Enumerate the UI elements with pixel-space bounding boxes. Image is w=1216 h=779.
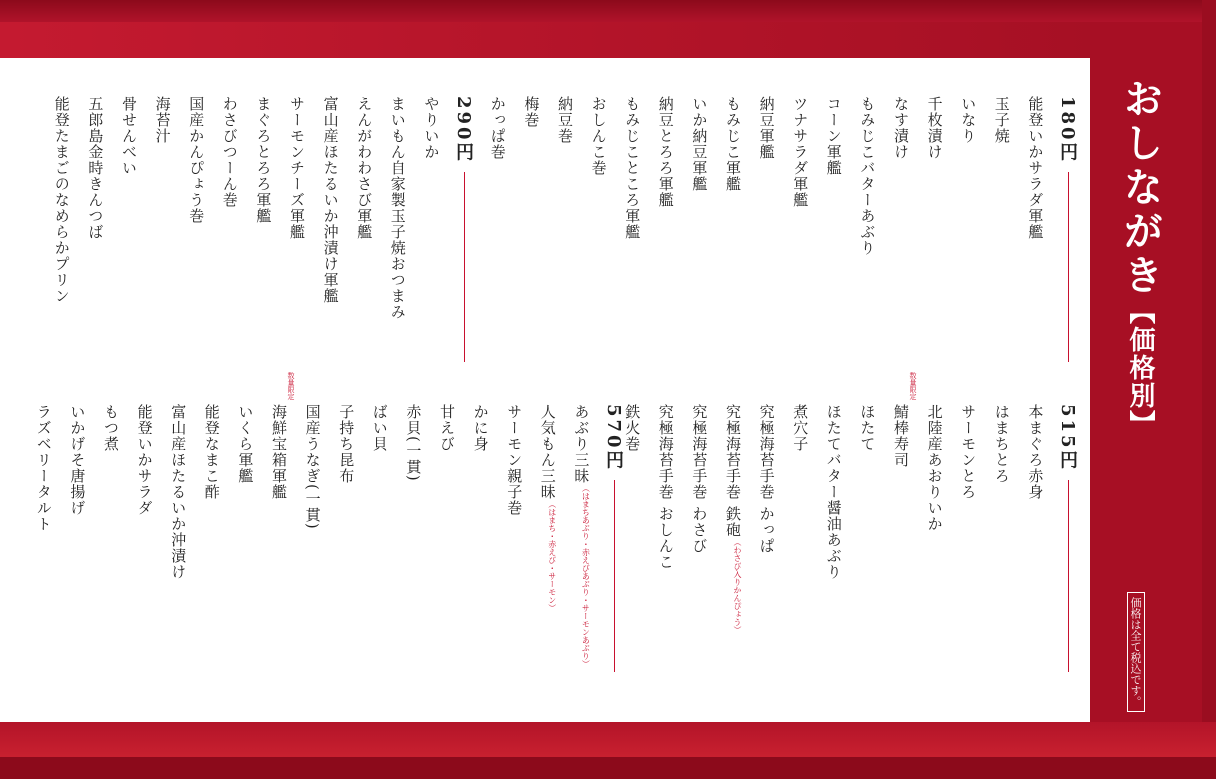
- menu-item-name: 海鮮宝箱軍艦: [270, 404, 288, 500]
- menu-item: [991, 96, 1013, 144]
- menu-item-name: もみじこところ軍艦: [623, 96, 642, 240]
- menu-item-name: あぶり三昧: [572, 404, 591, 484]
- menu-item: [100, 404, 122, 452]
- menu-item: [823, 96, 845, 176]
- menu-item: [722, 96, 744, 192]
- menu-item-name: 北陸産あおりいか: [925, 404, 944, 532]
- menu-item: [554, 96, 576, 144]
- menu-item-name: 鯖棒寿司: [892, 404, 910, 468]
- price-heading: 515円: [1057, 404, 1078, 472]
- menu-item-name: コーン軍艦: [824, 96, 843, 176]
- menu-item-name: 海苔汁: [153, 96, 172, 144]
- menu-item: [66, 404, 88, 516]
- menu-item-name: 梅巻: [522, 96, 541, 128]
- menu-item: [890, 404, 912, 468]
- menu-item: [570, 404, 596, 668]
- price-divider: [1068, 172, 1069, 362]
- menu-item-name: おしんこ巻: [589, 96, 608, 176]
- menu-item: [890, 96, 912, 160]
- menu-item-note: （わさび入りかんぴょう）: [733, 537, 742, 634]
- menu-item-name: ほたてバター醤油あぶり: [824, 404, 843, 580]
- menu-item: [234, 404, 256, 484]
- menu-item: [957, 404, 979, 500]
- menu-item: [201, 404, 223, 500]
- menu-item-name: 究極海苔手巻 かっぱ: [757, 404, 776, 554]
- menu-item: [302, 404, 324, 530]
- menu-item: [134, 404, 156, 516]
- menu-item: [51, 96, 73, 304]
- menu-item: [789, 404, 811, 452]
- menu-item-name: もみじこバターあぶり: [858, 96, 877, 256]
- menu-item-name: サーモン親子巻: [505, 404, 524, 516]
- menu-item-name: なす漬け: [892, 96, 910, 160]
- price-divider: [464, 172, 465, 362]
- menu-item-name: かに身: [471, 404, 490, 452]
- frame-band: [0, 22, 1216, 58]
- menu-item: [470, 404, 492, 452]
- menu-item: [655, 96, 677, 208]
- menu-item: [503, 404, 525, 516]
- menu-item-name: 甘えび: [438, 404, 456, 452]
- menu-item: [152, 96, 174, 144]
- menu-item-name: ほたて: [858, 404, 877, 452]
- menu-item: [286, 96, 308, 240]
- menu-item: [924, 96, 946, 160]
- menu-item: [320, 96, 342, 304]
- menu-item: [856, 96, 878, 256]
- menu-item-name: 富山産ほたるいか沖漬け軍艦: [321, 96, 340, 304]
- price-heading: 180円: [1057, 96, 1078, 164]
- menu-item-name: えんがわわさび軍艦: [355, 96, 374, 240]
- menu-item-name: 富山産ほたるいか沖漬け: [169, 404, 188, 580]
- menu-item-name: 国産かんぴょう巻: [187, 96, 206, 224]
- menu-item-name: 究極海苔手巻 鉄砲: [724, 404, 742, 538]
- menu-item-name: いなり: [959, 96, 978, 144]
- limited-badge: 数量限定: [909, 372, 917, 400]
- menu-item: [991, 404, 1013, 484]
- menu-item-name: 子持ち昆布: [337, 404, 356, 484]
- menu-item: [353, 96, 375, 240]
- price-heading: 570円: [603, 404, 624, 472]
- menu-item: [118, 96, 140, 176]
- menu-item-name: もつ煮: [102, 404, 120, 452]
- menu-item: [537, 404, 563, 612]
- menu-item: [369, 404, 391, 452]
- menu-item: [84, 96, 106, 240]
- menu-item-name: サーモンチーズ軍艦: [288, 96, 306, 240]
- menu-item-name: わさびつーん巻: [220, 96, 239, 208]
- menu-item-name: 能登たまごのなめらかプリン: [52, 96, 71, 304]
- menu-item-name: サーモンとろ: [959, 404, 978, 500]
- menu-title: [1112, 78, 1168, 438]
- menu-item-name: 納豆軍艦: [757, 96, 776, 160]
- menu-item-note: （はまち・赤えび・サーモン）: [547, 500, 557, 612]
- menu-item: [756, 96, 778, 160]
- menu-item: [957, 96, 979, 144]
- menu-item-note: （はまちあぶり・赤えびあぶり・サーモンあぶり）: [581, 484, 591, 668]
- menu-item-name: 五郎島金時きんつば: [86, 96, 105, 240]
- tax-note: 価格は全て税込です。: [1127, 592, 1145, 712]
- menu-item-name: もみじこ軍艦: [724, 96, 742, 192]
- menu-item-name: まいもん自家製玉子焼おつまみ: [388, 96, 407, 320]
- menu-item: [436, 404, 458, 452]
- menu-item-name: 本まぐろ赤身: [1026, 404, 1045, 500]
- menu-item-name: 究極海苔手巻 おしんこ: [656, 404, 675, 570]
- menu-title-sub: 【価格別】: [1125, 298, 1155, 438]
- frame-top: [0, 0, 1216, 22]
- menu-item-name: やりいか: [422, 96, 441, 160]
- menu-item: [185, 96, 207, 224]
- menu-item: [33, 404, 55, 532]
- menu-item-name: ばい貝: [370, 404, 389, 452]
- menu-item-name: 能登いかサラダ軍艦: [1026, 96, 1045, 240]
- menu-item-name: 鉄火巻: [623, 404, 642, 452]
- menu-item: [924, 404, 946, 532]
- menu-item-name: 煮穴子: [791, 404, 810, 452]
- menu-item: [252, 96, 274, 224]
- menu-item: [520, 96, 542, 128]
- menu-item: [688, 404, 710, 554]
- menu-item: [420, 96, 442, 160]
- menu-item: [335, 404, 357, 484]
- menu-item: [655, 404, 677, 570]
- frame-right: [1202, 0, 1216, 779]
- menu-item-name: ツナサラダ軍艦: [791, 96, 810, 208]
- menu-item: [588, 96, 610, 176]
- menu-item-name: 骨せんべい: [120, 96, 138, 176]
- menu-item: [387, 96, 409, 320]
- menu-item-name: まぐろとろろ軍艦: [254, 96, 273, 224]
- menu-item: [1024, 404, 1046, 500]
- menu-item: [722, 404, 748, 634]
- menu-item-name: 赤貝(一貫): [404, 404, 423, 482]
- menu-item: [402, 404, 424, 482]
- menu-item-name: 千枚漬け: [925, 96, 944, 160]
- menu-item: [167, 404, 189, 580]
- menu-item-name: いか納豆軍艦: [690, 96, 709, 192]
- menu-item: [219, 96, 241, 208]
- limited-badge: 数量限定: [287, 372, 295, 400]
- menu-item-name: 究極海苔手巻 わさび: [690, 404, 709, 554]
- menu-item: [1024, 96, 1046, 240]
- menu-item: [268, 404, 290, 500]
- menu-item-name: はまちとろ: [992, 404, 1011, 484]
- menu-item: [688, 96, 710, 192]
- price-divider: [1068, 480, 1069, 672]
- menu-item: [621, 404, 643, 452]
- menu-item: [789, 96, 811, 208]
- menu-item: [487, 96, 509, 160]
- menu-item-name: 納豆巻: [556, 96, 574, 144]
- price-heading: 290円: [453, 96, 474, 164]
- menu-item-name: 国産うなぎ(一貫): [303, 404, 322, 530]
- menu-item: [756, 404, 778, 554]
- menu-item-name: いくら軍艦: [236, 404, 255, 484]
- menu-item: [621, 96, 643, 240]
- menu-item-name: 能登いかサラダ: [135, 404, 154, 516]
- menu-item-name: いかげそ唐揚げ: [68, 404, 87, 516]
- menu-item-name: 人気もん三昧: [538, 404, 557, 500]
- frame-bottom-edge: [0, 757, 1216, 779]
- menu-item-name: 玉子焼: [992, 96, 1011, 144]
- price-divider: [614, 480, 615, 672]
- menu-item: [856, 404, 878, 452]
- menu-item-name: かっぱ巻: [488, 96, 507, 160]
- menu-item-name: 能登なまこ酢: [202, 404, 221, 500]
- menu-item: [823, 404, 845, 580]
- menu-item-name: ラズベリータルト: [34, 404, 53, 532]
- menu-title-main: おしながき: [1117, 78, 1164, 298]
- menu-item-name: 納豆とろろ軍艦: [656, 96, 675, 208]
